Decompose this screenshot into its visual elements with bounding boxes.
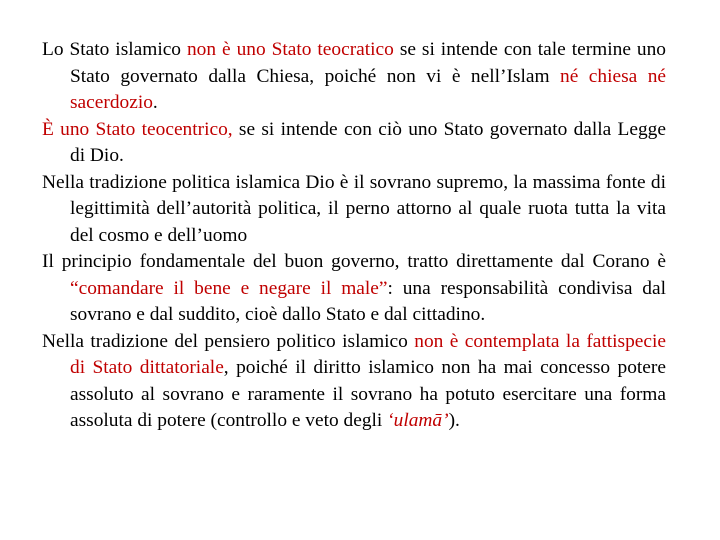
paragraph-teocentrico	[42, 117, 666, 170]
text-segment: Il principio fondamentale del buon governo, tratto direttamente dal Corano è	[42, 251, 666, 272]
text-segment: Lo Stato islamico	[42, 39, 187, 60]
highlight-chiesa-sacerdozio: né chiesa né sacerdozio	[70, 65, 667, 113]
highlight-teocentrico: È uno Stato teocentrico,	[42, 118, 233, 140]
text-segment: se si intende con tale termine uno Stato governato dalla Chiesa, poiché non vi è nell’Islam	[70, 39, 666, 87]
text-segment: se si intende con ciò uno Stato governato dalla Legge di Dio.	[70, 118, 666, 166]
paragraph-dio-sovrano	[42, 170, 666, 250]
paragraph-buon-governo	[42, 249, 666, 329]
term-ulama: ‘ulamā’	[387, 410, 449, 431]
highlight-non-teocratico: non è uno Stato teocratico	[186, 39, 394, 60]
highlight-comandare-bene: “comandare il bene e negare il male”	[70, 277, 388, 299]
text-segment: .	[152, 92, 158, 113]
text-segment: : una responsabilità condivisa dal sovrano e dal suddito, cioè dallo Stato e dal cittadino.	[70, 277, 666, 325]
slide-body	[42, 37, 666, 435]
paragraph-stato-islamico	[42, 37, 666, 117]
paragraph-stato-dittatoriale	[42, 329, 666, 435]
text-segment: ).	[448, 410, 460, 431]
text-segment: , poiché il diritto islamico non ha mai concesso potere assoluto al sovrano e raramente il sovrano ha potuto esercitare una forma assoluta di potere (controllo e veto degli	[70, 357, 666, 431]
highlight-stato-dittatoriale: non è contemplata la fattispecie di Stato dittatoriale	[70, 330, 666, 378]
text-segment: Nella tradizione politica islamica Dio è il sovrano supremo, la massima fonte di legittimità dell’autorità politica, il perno attorno al quale ruota tutta la vita del cosmo e dell’uomo	[42, 171, 666, 246]
text-segment: Nella tradizione del pensiero politico islamico	[42, 330, 415, 352]
